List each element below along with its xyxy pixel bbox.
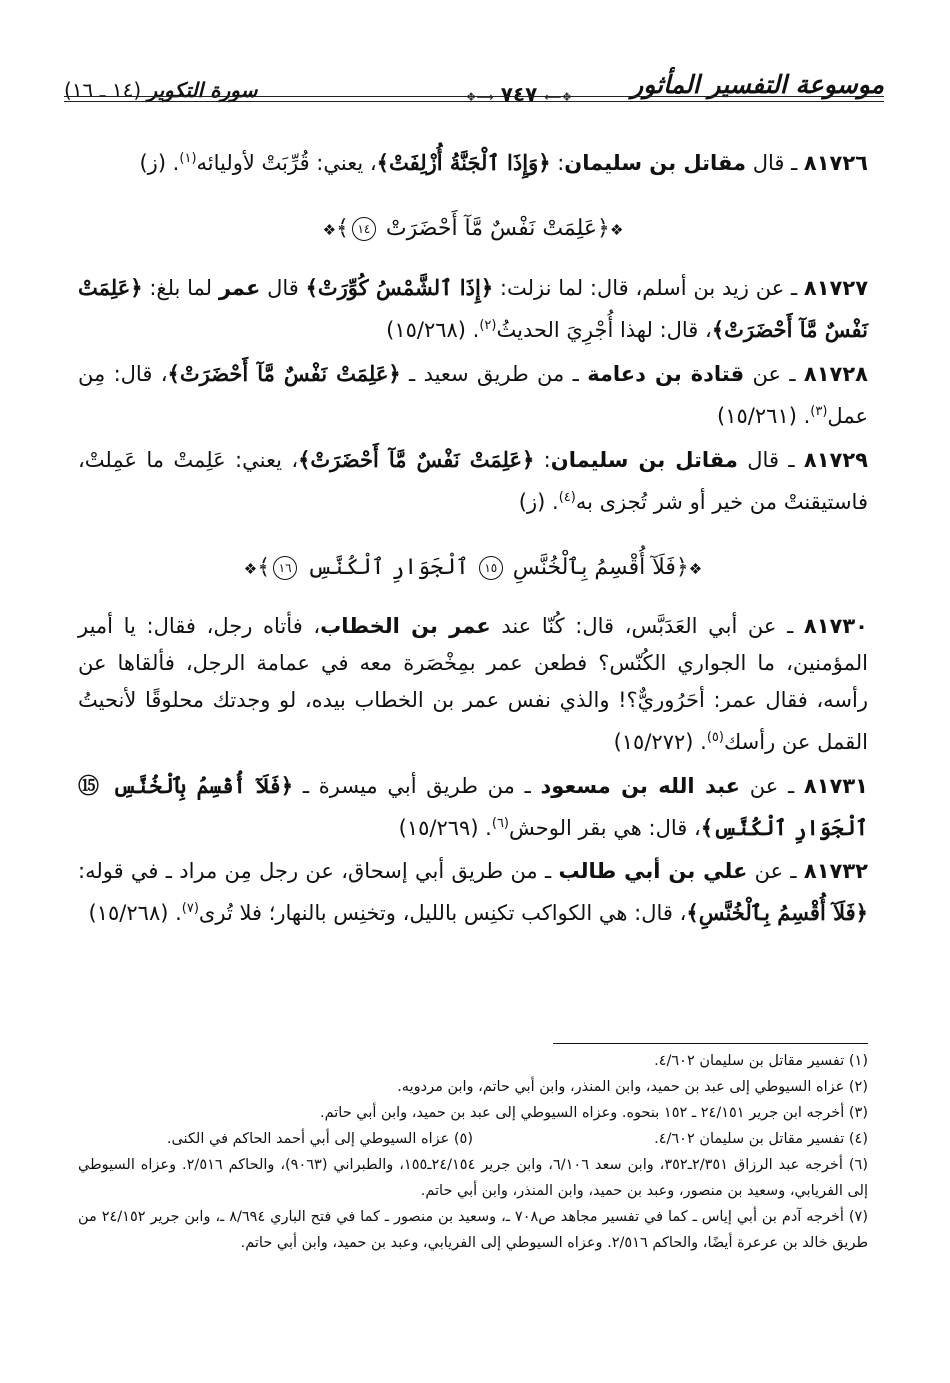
entry-text: : — [534, 448, 551, 472]
entry-81726 — [78, 140, 868, 182]
ornament-icon: ❖⟵ — [544, 90, 573, 104]
entry-ref: . (١٥/٢٦٨) — [88, 901, 182, 925]
ayah-text: ﴿فَلَآ أُقْسِمُ بِٱلْخُنَّسِ — [512, 555, 689, 580]
footnote-3: (٣) أخرجه ابن جرير ٢٤/١٥١ ـ ١٥٢ بنحوه. وعزاه السيوطي إلى عبد بن حميد، وابن أبي حاتم. — [320, 1105, 868, 1121]
entry-ref: . (١٥/٢٦١) — [717, 404, 811, 428]
entry-ref: . (١٥/٢٦٩) — [398, 816, 492, 840]
quran-quote: ﴿وَإِذَا ٱلْجَنَّةُ أُزْلِفَتْ﴾ — [376, 150, 551, 175]
narrator-name: مقاتل بن سليمان — [550, 448, 738, 472]
entry-text: ، قال: مِن عمل — [78, 362, 868, 428]
entry-text: ، قال: هي بقر الوحش — [509, 816, 701, 840]
entry-text: ، يعني: عَلِمتْ ما عَمِلتْ، فاستيقنتْ من خير أو شر تُجزى به — [78, 448, 868, 514]
footnotes — [78, 1048, 868, 1256]
header-rule — [64, 101, 884, 102]
main-text — [78, 140, 868, 938]
footnote-ref[interactable]: (٦) — [491, 816, 509, 831]
ayah-close: ﴾ — [336, 216, 349, 241]
entry-number: ٨١٧٣٢ — [803, 859, 868, 883]
ayah-heading-14 — [78, 216, 868, 241]
entry-text: ـ عن أبي العَدَبَّس، قال: كُنّا عند — [490, 614, 804, 638]
running-header — [64, 66, 884, 108]
footnote-row — [78, 1126, 868, 1152]
page-number-text: ٧٤٧ — [500, 82, 538, 106]
entry-number: ٨١٧٣٠ — [803, 614, 868, 638]
entry-number: ٨١٧٢٦ — [803, 151, 868, 175]
narrator-name: مقاتل بن سليمان — [564, 151, 747, 175]
quran-quote: ﴿عَلِمَتْ نَفْسٌ مَّآ أَحْضَرَتْ﴾ — [298, 447, 535, 472]
verse-range: (١٤ ـ ١٦) — [64, 78, 142, 102]
footnote-5: (٥) عزاه السيوطي إلى أبي أحمد الحاكم في الكنى. — [166, 1131, 473, 1147]
entry-text: ـ من طريق أبي ميسرة ـ — [293, 774, 541, 798]
entry-text: قال — [260, 276, 306, 300]
entry-81730 — [78, 608, 868, 761]
footnote-4: (٤) تفسير مقاتل بن سليمان ٤/٦٠٢. — [654, 1131, 868, 1147]
page-number — [444, 82, 594, 106]
entry-text: ـ عن — [747, 859, 804, 883]
entry-text: ـ قال — [737, 448, 804, 472]
narrator-name: عمر بن الخطاب — [320, 614, 491, 638]
narrator-name: قتادة بن دعامة — [587, 362, 745, 386]
entry-text: ـ عن — [740, 774, 804, 798]
footnote-1: (١) تفسير مقاتل بن سليمان ٤/٦٠٢. — [654, 1053, 868, 1069]
entry-ref: . (ز) — [139, 151, 180, 175]
entry-81731 — [78, 767, 868, 847]
footnote-ref[interactable]: (٧) — [181, 901, 199, 916]
entry-ref: . (١٥/٢٧٢) — [613, 730, 707, 754]
narrator-name: علي بن أبي طالب — [558, 859, 748, 883]
ayah-text: ٱلْجَوَارِ ٱلْكُنَّسِ — [307, 555, 469, 580]
footnote-ref[interactable]: (٤) — [558, 490, 576, 505]
header-rule — [64, 96, 884, 97]
footnote-ref[interactable]: (٥) — [706, 730, 724, 745]
quran-quote: ﴿فَلَآ أُقْسِمُ بِٱلْخُنَّسِ﴾ — [686, 900, 868, 925]
entry-number: ٨١٧٢٧ — [803, 276, 869, 300]
entry-number: ٨١٧٢٩ — [803, 448, 868, 472]
verse-number-marker: ١٤ — [352, 217, 376, 241]
entry-81728 — [78, 355, 868, 435]
footnote-ref[interactable]: (٣) — [810, 404, 828, 419]
entry-text: ، قال: هي الكواكب تكنِس بالليل، وتخنِس بالنهار؛ فلا تُرى — [198, 901, 687, 925]
entry-text: ، قال: لهذا أُجْرِيَ الحديثُ — [496, 318, 712, 342]
entry-text: : — [550, 151, 565, 175]
ornament-icon: ❖ — [609, 221, 624, 239]
ornament-icon: ❖ — [322, 221, 337, 239]
ayah-text: ﴿عَلِمَتْ نَفْسٌ مَّآ أَحْضَرَتْ — [385, 216, 610, 241]
entry-text: ـ عن زيد بن أسلم، قال: لما نزلت: — [493, 276, 804, 300]
entry-text: ، فأتاه رجل، فقال: يا أمير المؤمنين، ما الجواري الكُنّس؟ فطعن عمر بمِخْصَرة معه في عمامة الرجل، فألقاها عن رأسه، فقال عمر: أحَرُوريٌّ؟! والذي نفس عمر بن الخطاب بيده، لو وجدتك محلوقًا لأنحيتُ القمل عن رأسك — [78, 614, 868, 754]
footnote-6: (٦) أخرجه عبد الرزاق ٢/٣٥١ـ٣٥٢، وابن سعد ٦/١٠٦، وابن جرير ٢٤/١٥٤ـ١٥٥، والطبراني (٩٠٦٣)، والحاكم ٢/٥١٦. وعزاه السيوطي إلى الفريابي، وسعيد بن منصور، وعبد بن حميد، وابن المنذر، وابن أبي حاتم. — [78, 1157, 868, 1199]
entry-ref: . (ز) — [518, 490, 559, 514]
entry-ref: . (١٥/٢٦٨) — [386, 318, 480, 342]
series-title: موسوعة التفسير المأثور — [631, 70, 884, 99]
entry-81727 — [78, 269, 868, 349]
entry-text: لما بلغ: — [142, 276, 219, 300]
entry-number: ٨١٧٣١ — [803, 774, 868, 798]
ornament-icon: ❖ — [688, 560, 703, 578]
footnote-7: (٧) أخرجه آدم بن أبي إياس ـ كما في تفسير مجاهد ص٧٠٨ ـ، وسعيد بن منصور ـ كما في فتح الباري ٨/٦٩٤ ـ، وابن جرير ٢٤/١٥٢ من طريق خالد بن عرعرة أيضًا، والحاكم ٢/٥١٦. وعزاه السيوطي إلى الفريابي، وعبد بن حميد، وابن أبي حاتم. — [78, 1209, 868, 1251]
ornament-icon: ⟶❖ — [465, 90, 494, 104]
entry-text: ـ عن — [744, 362, 804, 386]
entry-81732 — [78, 853, 868, 932]
quran-quote: ﴿إِذَا ٱلشَّمْسُ كُوِّرَتْ﴾ — [305, 275, 494, 300]
verse-number-marker: ١٦ — [273, 556, 297, 580]
footnote-ref[interactable]: (٢) — [479, 318, 497, 333]
ornament-icon: ❖ — [243, 560, 258, 578]
narrator-name: عمر — [218, 276, 261, 300]
entry-text: ـ من طريق أبي إسحاق، عن رجل مِن مراد ـ في قوله: — [78, 859, 559, 883]
quran-quote: ﴿عَلِمَتْ نَفْسٌ مَّآ أَحْضَرَتْ﴾ — [167, 361, 401, 386]
footnote-separator — [553, 1043, 868, 1044]
entry-number: ٨١٧٢٨ — [803, 362, 868, 386]
entry-text: ، يعني: قُرِّبَتْ لأوليائه — [196, 151, 377, 175]
footnote-ref[interactable]: (١) — [179, 151, 197, 166]
quran-quote: ﴿عَلِمَتْ نَفْسٌ مَّآ أَحْضَرَتْ﴾ — [78, 275, 868, 342]
surah-label — [64, 78, 257, 102]
narrator-name: عبد الله بن مسعود — [540, 774, 741, 798]
ayah-close: ﴾ — [257, 555, 271, 580]
footnote-2: (٢) عزاه السيوطي إلى عبد بن حميد، وابن المنذر، وابن أبي حاتم، وابن مردويه. — [397, 1079, 868, 1095]
verse-number-marker: ١٥ — [479, 556, 503, 580]
quran-quote: ﴿فَلَآ أُقْسِمُ بِٱلْخُنَّسِ ⑮ ٱلْجَوَارِ ٱلْكُنَّسِ﴾ — [78, 773, 868, 840]
entry-text: ـ من طريق سعيد ـ — [400, 362, 588, 386]
ayah-heading-15-16 — [78, 555, 868, 580]
surah-name: سورة التكوير — [147, 78, 258, 102]
entry-81729 — [78, 441, 868, 521]
entry-text: ـ قال — [746, 151, 804, 175]
